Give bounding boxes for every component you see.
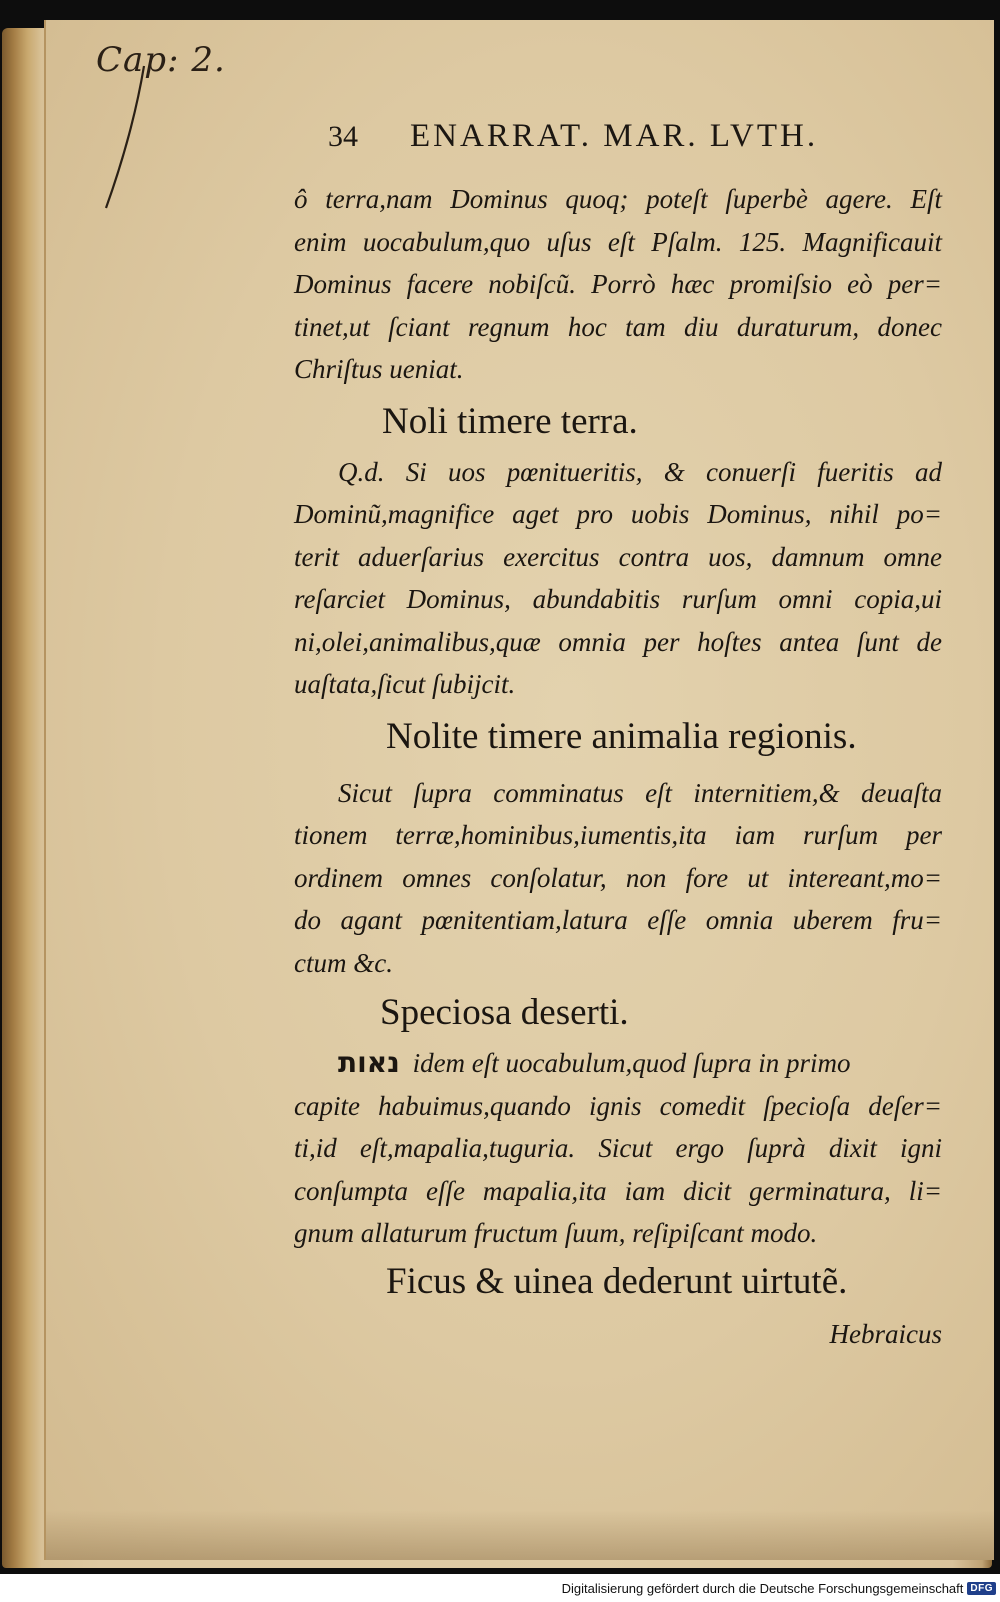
text-line: capite habuimus,quando ignis comedit ſpecioſa deſer= (294, 1090, 942, 1121)
text-line: ti,id eſt,mapalia,tuguria. Sicut ergo ſuprà dixit igni (294, 1133, 942, 1163)
text-line: Chriſtus ueniat. (294, 354, 464, 384)
text-line: Dominus facere nobiſcũ. Porrò hæc promiſsio eò per= (294, 269, 942, 299)
page-header (328, 118, 908, 155)
page-number: 34 (328, 120, 358, 153)
lemma-heading: Nolite timere animalia regionis. (386, 715, 857, 757)
hebrew-word: נאות (338, 1046, 400, 1079)
text-line: tinet,ut ſciant regnum hoc tam diu duraturum, donec (294, 311, 942, 342)
text-line: conſumpta eſſe mapalia,ita iam dicit germinatura, li= (294, 1175, 942, 1206)
text-line: Sicut ſupra comminatus eſt internitiem,& deuaſta (338, 777, 942, 808)
text-line: terit aduerſarius exercitus contra uos, damnum omne (294, 541, 942, 572)
text-line: tionem terræ,hominibus,iumentis,ita iam rurſum per (294, 820, 942, 850)
lemma-heading: Ficus & uinea dederunt uirtutẽ. (386, 1260, 848, 1302)
lemma-heading: Noli timere terra. (382, 400, 638, 442)
text-line: Dominũ,magnifice aget pro uobis Dominus, nihil po= (294, 499, 942, 529)
marginal-note: Cap: 2. (96, 40, 226, 80)
running-head: ENARRAT. MAR. LVTH. (410, 118, 819, 154)
text-line: do agant pœnitentiam,latura eſſe omnia uberem fru= (294, 905, 942, 935)
digitization-credit (562, 1578, 996, 1598)
text-line: uaſtata,ſicut ſubijcit. (294, 669, 516, 699)
text-line: ô terra,nam Dominus quoq; poteſt ſuperbè agere. Eſt (294, 184, 942, 214)
dfg-logo: DFG (967, 1582, 996, 1595)
text-line: gnum allaturum fructum ſuum, reſipiſcant modo. (294, 1218, 818, 1248)
body-text (294, 178, 942, 1355)
text-line: reſarciet Dominus, abundabitis rurſum omni copia,ui (294, 584, 942, 614)
text-line: Q.d. Si uos pœnitueritis, & conuerſi fueritis ad (338, 456, 942, 487)
text-line: enim uocabulum,quo uſus eſt Pſalm. 125. Magnificauit (294, 226, 942, 257)
marginal-pen-stroke (100, 62, 160, 212)
text-line-rest: idem eſt uocabulum,quod ſupra in primo (412, 1048, 851, 1078)
text-line-hebrew (294, 1042, 942, 1085)
text-line: ni,olei,animalibus,quæ omnia per hoſtes antea ſunt de (294, 626, 942, 657)
text-line: ctum &c. (294, 947, 393, 978)
catchword: Hebraicus (829, 1318, 942, 1349)
text-line: ordinem omnes conſolatur, non fore ut intereant,mo= (294, 862, 942, 893)
lemma-heading: Speciosa deserti. (380, 992, 629, 1033)
credit-text: Digitalisierung gefördert durch die Deutsche Forschungsgemeinschaft (561, 1580, 964, 1596)
